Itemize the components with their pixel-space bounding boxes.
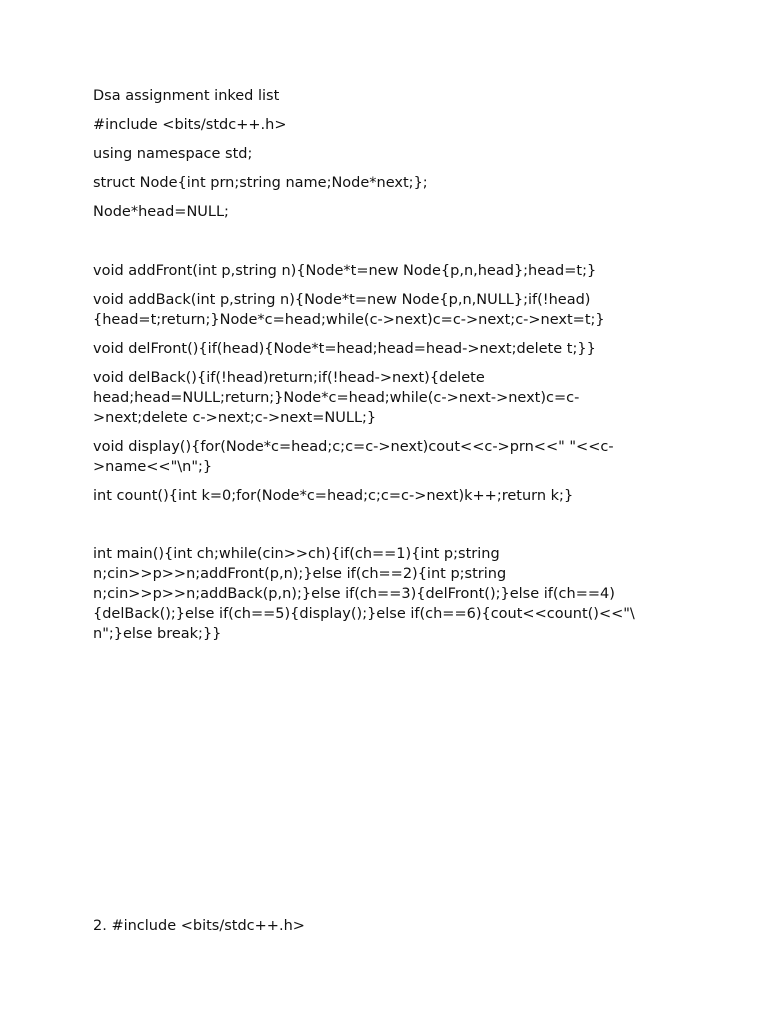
section-2-heading: 2. #include <bits/stdc++.h> [93, 918, 305, 934]
code-line-head: Node*head=NULL; [93, 204, 229, 220]
code-line-count: int count(){int k=0;for(Node*c=head;c;c=c->next)k++;return k;} [93, 488, 574, 504]
code-line-main-5: n";}else break;}} [93, 626, 222, 642]
code-line-delfront: void delFront(){if(head){Node*t=head;head=head->next;delete t;}} [93, 341, 596, 357]
code-line-main-2: n;cin>>p>>n;addFront(p,n);}else if(ch==2){int p;string [93, 566, 507, 582]
code-line-addback-1: void addBack(int p,string n){Node*t=new Node{p,n,NULL};if(!head) [93, 292, 591, 308]
code-line-display-2: >name<<"\n";} [93, 459, 213, 475]
code-line-main-4: {delBack();}else if(ch==5){display();}else if(ch==6){cout<<count()<<"\ [93, 606, 635, 622]
code-line-addback-2: {head=t;return;}Node*c=head;while(c->next)c=c->next;c->next=t;} [93, 312, 605, 328]
code-line-display-1: void display(){for(Node*c=head;c;c=c->next)cout<<c->prn<<" "<<c- [93, 439, 614, 455]
code-line-main-1: int main(){int ch;while(cin>>ch){if(ch==1){int p;string [93, 546, 500, 562]
code-line-delback-3: >next;delete c->next;c->next=NULL;} [93, 410, 377, 426]
code-line-delback-2: head;head=NULL;return;}Node*c=head;while(c->next->next)c=c- [93, 390, 580, 406]
code-line-delback-1: void delBack(){if(!head)return;if(!head->next){delete [93, 370, 485, 386]
code-line-struct: struct Node{int prn;string name;Node*next;}; [93, 175, 428, 191]
code-line-namespace: using namespace std; [93, 146, 253, 162]
code-line-include: #include <bits/stdc++.h> [93, 117, 287, 133]
document-title: Dsa assignment inked list [93, 88, 280, 104]
code-line-addfront: void addFront(int p,string n){Node*t=new Node{p,n,head};head=t;} [93, 263, 597, 279]
code-line-main-3: n;cin>>p>>n;addBack(p,n);}else if(ch==3){delFront();}else if(ch==4) [93, 586, 615, 602]
